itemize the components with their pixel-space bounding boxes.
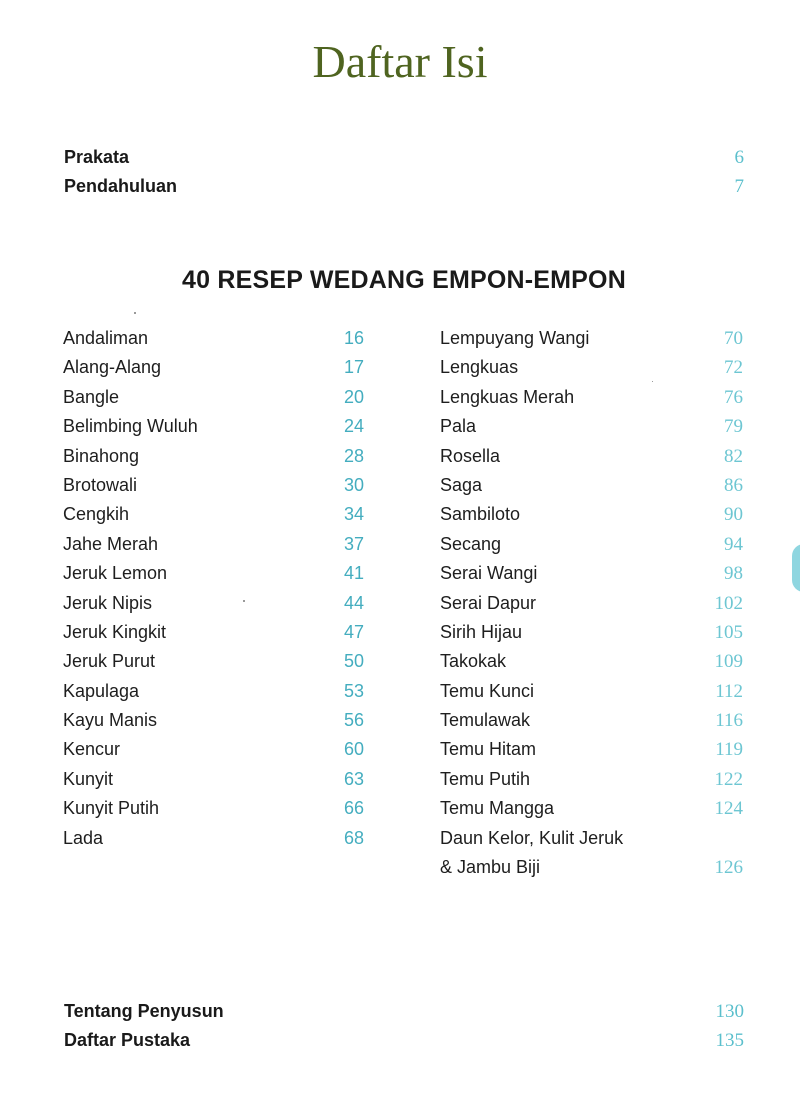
recipe-entry[interactable] bbox=[440, 765, 743, 794]
back-matter-list bbox=[64, 997, 744, 1055]
recipe-entry[interactable] bbox=[440, 706, 743, 735]
recipe-name: Lada bbox=[63, 827, 104, 848]
recipe-entry[interactable] bbox=[63, 765, 364, 794]
recipe-name: Bangle bbox=[63, 386, 120, 407]
recipe-entry[interactable] bbox=[440, 324, 743, 353]
recipe-page: 122 bbox=[714, 768, 743, 790]
recipe-name: Pala bbox=[440, 416, 477, 437]
toc-entry-page: 130 bbox=[715, 1001, 744, 1022]
recipe-page: 102 bbox=[714, 592, 743, 614]
recipe-entry[interactable] bbox=[440, 442, 743, 471]
recipe-name: Takokak bbox=[440, 651, 507, 672]
paper-speck bbox=[652, 381, 653, 382]
recipe-entry[interactable] bbox=[440, 530, 743, 559]
recipe-entry[interactable] bbox=[63, 618, 364, 647]
recipe-page: 24 bbox=[343, 416, 364, 437]
recipe-entry[interactable] bbox=[440, 353, 743, 382]
recipe-name: & Jambu Biji bbox=[440, 857, 541, 878]
recipe-entry[interactable] bbox=[63, 383, 364, 412]
recipe-name: Jeruk Kingkit bbox=[63, 621, 167, 642]
recipe-name: Rosella bbox=[440, 445, 501, 466]
recipe-name: Alang-Alang bbox=[63, 357, 162, 378]
toc-entry-page: 6 bbox=[734, 147, 744, 168]
recipe-page: 50 bbox=[343, 651, 364, 672]
recipe-name: Secang bbox=[440, 533, 502, 554]
recipe-page: 66 bbox=[343, 798, 364, 819]
recipe-list-left bbox=[63, 324, 364, 853]
recipe-page: 112 bbox=[715, 680, 743, 702]
toc-entry-tentang-penyusun[interactable] bbox=[64, 997, 744, 1026]
recipe-page: 79 bbox=[724, 416, 743, 438]
recipe-name: Serai Dapur bbox=[440, 592, 537, 613]
recipe-page: 126 bbox=[714, 857, 743, 879]
recipe-name: Cengkih bbox=[63, 504, 130, 525]
recipe-page: 109 bbox=[714, 651, 743, 673]
recipe-entry[interactable] bbox=[63, 794, 364, 823]
recipe-page: 105 bbox=[714, 621, 743, 643]
recipe-name: Kapulaga bbox=[63, 680, 140, 701]
recipe-entry[interactable] bbox=[63, 530, 364, 559]
recipe-name: Jeruk Purut bbox=[63, 651, 156, 672]
recipe-name: Temu Putih bbox=[440, 768, 531, 789]
recipe-name: Kunyit bbox=[63, 768, 114, 789]
recipe-name: Temu Kunci bbox=[440, 680, 535, 701]
recipe-entry[interactable] bbox=[440, 412, 743, 441]
toc-entry-prakata[interactable] bbox=[64, 143, 744, 172]
recipe-name: Brotowali bbox=[63, 474, 138, 495]
recipe-entry[interactable] bbox=[440, 735, 743, 764]
recipe-name: Serai Wangi bbox=[440, 563, 538, 584]
recipe-name: Temulawak bbox=[440, 710, 531, 731]
recipe-page: 86 bbox=[724, 474, 743, 496]
recipe-entry[interactable] bbox=[440, 383, 743, 412]
toc-entry-label: Prakata bbox=[64, 147, 130, 167]
recipe-name: Lengkuas bbox=[440, 357, 519, 378]
recipe-page: 70 bbox=[724, 328, 743, 349]
recipe-name: Temu Hitam bbox=[440, 739, 537, 760]
paper-speck bbox=[134, 312, 136, 314]
toc-entry-label: Tentang Penyusun bbox=[64, 1001, 224, 1021]
toc-entry-page: 7 bbox=[734, 176, 744, 197]
recipe-name: Lengkuas Merah bbox=[440, 386, 575, 407]
section-title: 40 RESEP WEDANG EMPON-EMPON bbox=[182, 266, 626, 294]
recipe-page: 34 bbox=[343, 504, 364, 525]
recipe-page: 28 bbox=[343, 445, 364, 466]
toc-entry-label: Pendahuluan bbox=[64, 176, 178, 196]
recipe-page: 63 bbox=[343, 768, 364, 789]
recipe-entry[interactable] bbox=[63, 412, 364, 441]
toc-entry-pendahuluan[interactable] bbox=[64, 172, 744, 201]
recipe-name: Belimbing Wuluh bbox=[63, 416, 198, 437]
recipe-entry[interactable] bbox=[440, 677, 743, 706]
recipe-page: 17 bbox=[343, 357, 364, 378]
recipe-page: 47 bbox=[343, 621, 364, 642]
recipe-page: 72 bbox=[724, 357, 743, 379]
recipe-page: 53 bbox=[343, 680, 364, 701]
recipe-entry[interactable] bbox=[63, 471, 364, 500]
recipe-page: 119 bbox=[715, 739, 743, 761]
recipe-page: 82 bbox=[724, 445, 743, 467]
recipe-entry[interactable] bbox=[63, 589, 364, 618]
recipe-entry[interactable] bbox=[440, 824, 743, 853]
recipe-entry[interactable] bbox=[63, 353, 364, 382]
recipe-name: Kunyit Putih bbox=[63, 798, 160, 819]
toc-entry-page: 135 bbox=[715, 1030, 744, 1051]
recipe-entry[interactable] bbox=[440, 500, 743, 529]
recipe-name: Jahe Merah bbox=[63, 533, 159, 554]
page-edge-tab bbox=[792, 544, 800, 592]
recipe-name: Lempuyang Wangi bbox=[440, 328, 590, 348]
recipe-entry[interactable] bbox=[63, 824, 364, 853]
recipe-page: 60 bbox=[343, 739, 364, 760]
recipe-page: 76 bbox=[724, 386, 743, 408]
recipe-name: Saga bbox=[440, 474, 483, 495]
recipe-page: 94 bbox=[724, 533, 743, 555]
recipe-name: Kencur bbox=[63, 739, 121, 760]
recipe-entry[interactable] bbox=[63, 706, 364, 735]
recipe-page: 124 bbox=[714, 798, 743, 820]
recipe-name: Sirih Hijau bbox=[440, 621, 523, 642]
recipe-name: Andaliman bbox=[63, 328, 149, 348]
page-title: Daftar Isi bbox=[312, 36, 488, 87]
recipe-name: Kayu Manis bbox=[63, 710, 158, 731]
toc-entry-daftar-pustaka[interactable] bbox=[64, 1026, 744, 1055]
recipe-entry[interactable] bbox=[440, 853, 743, 882]
recipe-entry[interactable] bbox=[440, 618, 743, 647]
recipe-entry[interactable] bbox=[63, 324, 364, 353]
recipe-page: 41 bbox=[343, 563, 364, 584]
recipe-entry[interactable] bbox=[63, 647, 364, 676]
recipe-page: 37 bbox=[343, 533, 364, 554]
recipe-name: Jeruk Nipis bbox=[63, 592, 153, 613]
front-matter-list bbox=[64, 143, 744, 201]
recipe-entry[interactable] bbox=[63, 500, 364, 529]
recipe-name: Daun Kelor, Kulit Jeruk bbox=[440, 827, 624, 848]
recipe-entry[interactable] bbox=[63, 559, 364, 588]
paper-speck bbox=[243, 600, 245, 602]
recipe-name: Sambiloto bbox=[440, 504, 521, 525]
recipe-page: 68 bbox=[343, 827, 364, 848]
recipe-entry[interactable] bbox=[63, 442, 364, 471]
recipe-page: 116 bbox=[715, 710, 743, 732]
recipe-entry[interactable] bbox=[440, 794, 743, 823]
recipe-entry[interactable] bbox=[440, 559, 743, 588]
recipe-entry[interactable] bbox=[440, 471, 743, 500]
recipe-page: 56 bbox=[343, 710, 364, 731]
toc-entry-label: Daftar Pustaka bbox=[64, 1030, 191, 1050]
recipe-page: 16 bbox=[343, 328, 364, 348]
recipe-entry[interactable] bbox=[63, 735, 364, 764]
recipe-name: Jeruk Lemon bbox=[63, 563, 168, 584]
recipe-page: 30 bbox=[343, 474, 364, 495]
recipe-entry[interactable] bbox=[63, 677, 364, 706]
recipe-page: 98 bbox=[724, 563, 743, 585]
recipe-name: Temu Mangga bbox=[440, 798, 555, 819]
recipe-entry[interactable] bbox=[440, 589, 743, 618]
recipe-page: 20 bbox=[343, 386, 364, 407]
recipe-list-right bbox=[440, 324, 743, 882]
recipe-page: 90 bbox=[724, 504, 743, 526]
recipe-name: Binahong bbox=[63, 445, 140, 466]
recipe-entry[interactable] bbox=[440, 647, 743, 676]
recipe-page: 44 bbox=[343, 592, 364, 613]
